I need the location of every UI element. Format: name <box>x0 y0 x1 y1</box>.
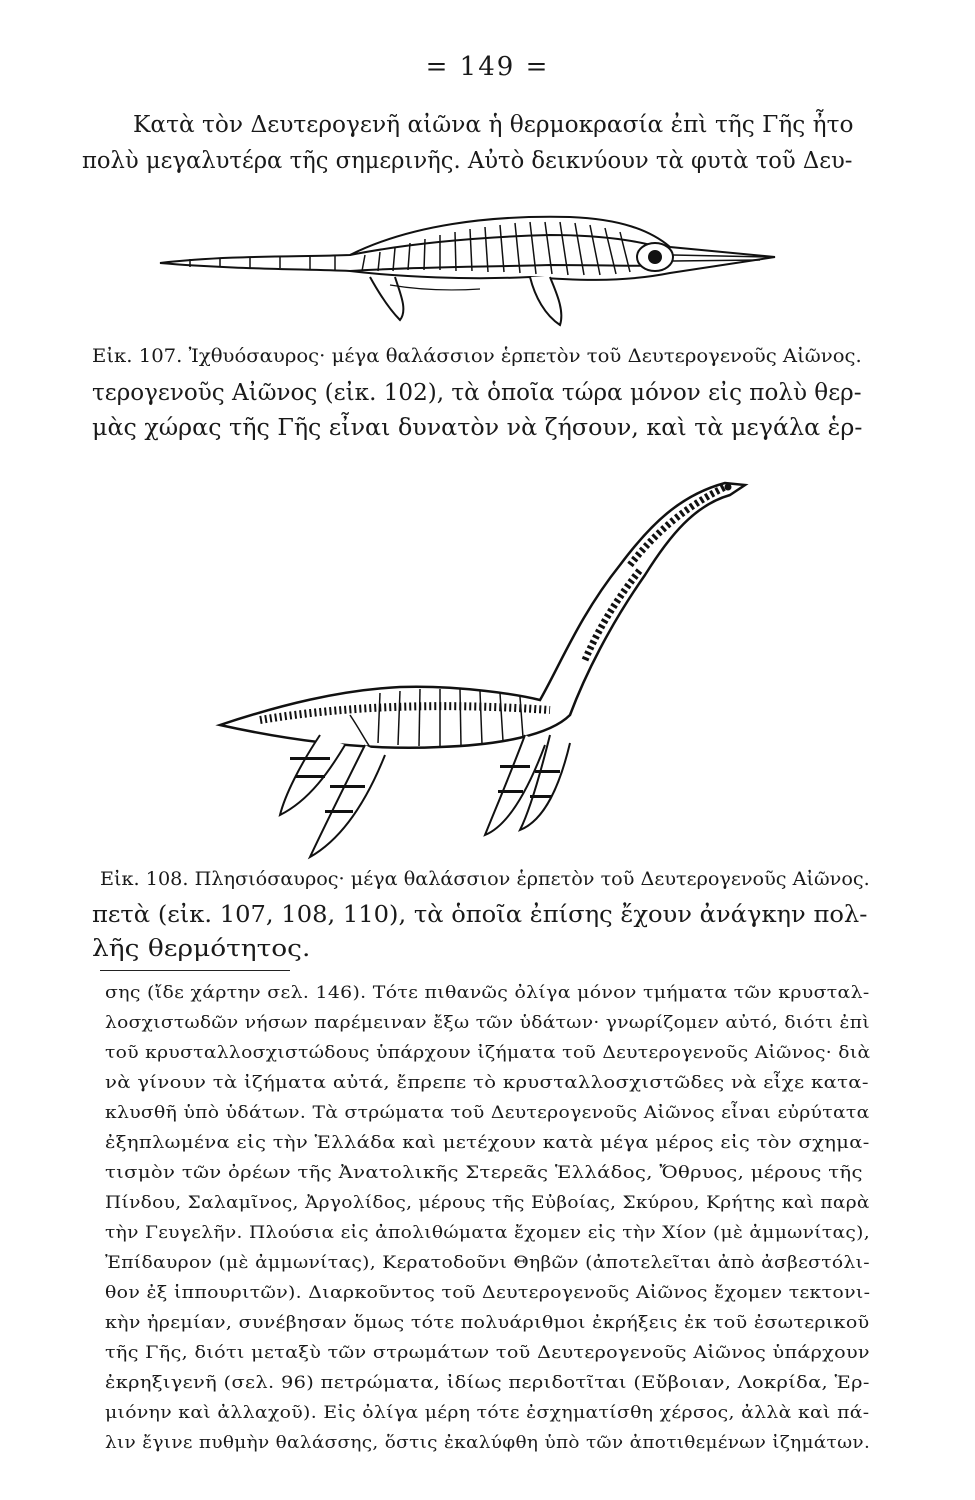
text-line-2: πολὺ μεγαλυτέρα τῆς σημερινῆς. Αὐτὸ δεικνύουν τὰ φυτὰ τοῦ Δευ- <box>82 148 853 174</box>
footnote-line: Πίνδου, Σαλαμῖνος, Ἀργολίδος, μέρους τῆς Εὐβοίας, Σκύρου, Κρήτης καὶ παρὰ <box>105 1193 870 1213</box>
footnote-line: λιν ἔγινε πυθμὴν θαλάσσης, ὅστις ἐκαλύφθη ὑπὸ τῶν ἀποτιθεμένων ἰζημάτων. <box>105 1433 871 1453</box>
text-line-1: Κατὰ τὸν Δευτερογενῆ αἰῶνα ἡ θερμοκρασία ἐπὶ τῆς Γῆς ἦτο <box>133 112 854 138</box>
footnote-line: νὰ γίνουν τὰ ἰζήματα αὐτά, ἔπρεπε τὸ κρυσταλλοσχιστῶδες νὰ εἶχε κατα- <box>105 1073 869 1093</box>
footnote-line: κλυσθῆ ὑπὸ ὑδάτων. Τὰ στρώματα τοῦ Δευτερογενοῦς Αἰῶνος εἶναι εὐρύτατα <box>105 1103 870 1123</box>
footnote-line: τισμὸν τῶν ὀρέων τῆς Ἀνατολικῆς Στερεᾶς Ἑλλάδος, Ὄθρυος, μέρους τῆς <box>105 1163 863 1183</box>
footnote-line: ἐξηπλωμένα εἰς τὴν Ἑλλάδα καὶ μετέχουν κατὰ μέγα μέρος εἰς τὸν σχημα- <box>105 1133 870 1153</box>
text-line-3: τερογενοῦς Αἰῶνος (εἰκ. 102), τὰ ὁποῖα τώρα μόνον εἰς πολὺ θερ- <box>92 380 862 406</box>
footnote-line: μιόνην καὶ ἀλλαχοῦ). Εἰς ὀλίγα μέρη τότε ἐσχηματίσθη χέρσος, ἀλλὰ καὶ πά- <box>105 1403 870 1423</box>
figure-107-caption: Εἰκ. 107. Ἰχθυόσαυρος· μέγα θαλάσσιον ἑρπετὸν τοῦ Δευτερογενοῦς Αἰῶνος. <box>92 345 862 367</box>
footnote-line: κὴν ἠρεμίαν, συνέβησαν ὅμως τότε πολυάριθμοι ἐκρήξεις ἐκ τοῦ ἐσωτερικοῦ <box>105 1313 870 1333</box>
text-line-4: μὰς χώρας τῆς Γῆς εἶναι δυνατὸν νὰ ζήσουν, καὶ τὰ μεγάλα ἑρ- <box>92 415 863 441</box>
figure-108-caption: Εἰκ. 108. Πλησιόσαυρος· μέγα θαλάσσιον ἑρπετὸν τοῦ Δευτερογενοῦς Αἰῶνος. <box>100 868 870 890</box>
ichthyosaurus-illustration <box>150 185 800 335</box>
footnote-line: τῆς Γῆς, διότι μεταξὺ τῶν στρωμάτων τοῦ Δευτερογενοῦς Αἰῶνος ὑπάρχουν <box>105 1343 870 1363</box>
text-line-6: λῆς θερμότητος. <box>92 936 311 962</box>
footnote-divider <box>100 970 290 971</box>
footnote-line: τοῦ κρυσταλλοσχιστώδους ὑπάρχουν ἰζήματα τοῦ Δευτερογενοῦς Αἰῶνος· διὰ <box>105 1043 871 1063</box>
page-number: = 149 = <box>425 52 550 82</box>
footnote-line: Ἐπίδαυρον (μὲ ἀμμωνίτας), Κερατοδοῦνι Θηβῶν (ἀποτελεῖται ἀπὸ ἀσβεστόλι- <box>105 1253 870 1273</box>
footnote-line: θον ἐξ ἱππουριτῶν). Διαρκοῦντος τοῦ Δευτερογενοῦς Αἰῶνος ἔχομεν τεκτονι- <box>105 1283 871 1303</box>
footnote-line: σης (ἴδε χάρτην σελ. 146). Τότε πιθανῶς ὀλίγα μόνον τμήματα τῶν κρυσταλ- <box>105 983 870 1003</box>
plesiosaurus-illustration <box>200 465 770 865</box>
text-line-5: πετὰ (εἰκ. 107, 108, 110), τὰ ὁποῖα ἐπίσης ἔχουν ἀνάγκην πολ- <box>92 902 868 928</box>
footnote-line: ἐκρηξιγενῆ (σελ. 96) πετρώματα, ἰδίως περιδοτῖται (Εὔβοιαν, Λοκρίδα, Ἑρ- <box>105 1373 870 1393</box>
footnote-line: τὴν Γευγελῆν. Πλούσια εἰς ἀπολιθώματα ἔχομεν εἰς τὴν Χίον (μὲ ἀμμωνίτας), <box>105 1223 871 1243</box>
footnote-line: λοσχιστωδῶν νήσων παρέμειναν ἔξω τῶν ὑδάτων· γνωρίζομεν αὐτό, διότι ἐπὶ <box>105 1013 870 1033</box>
